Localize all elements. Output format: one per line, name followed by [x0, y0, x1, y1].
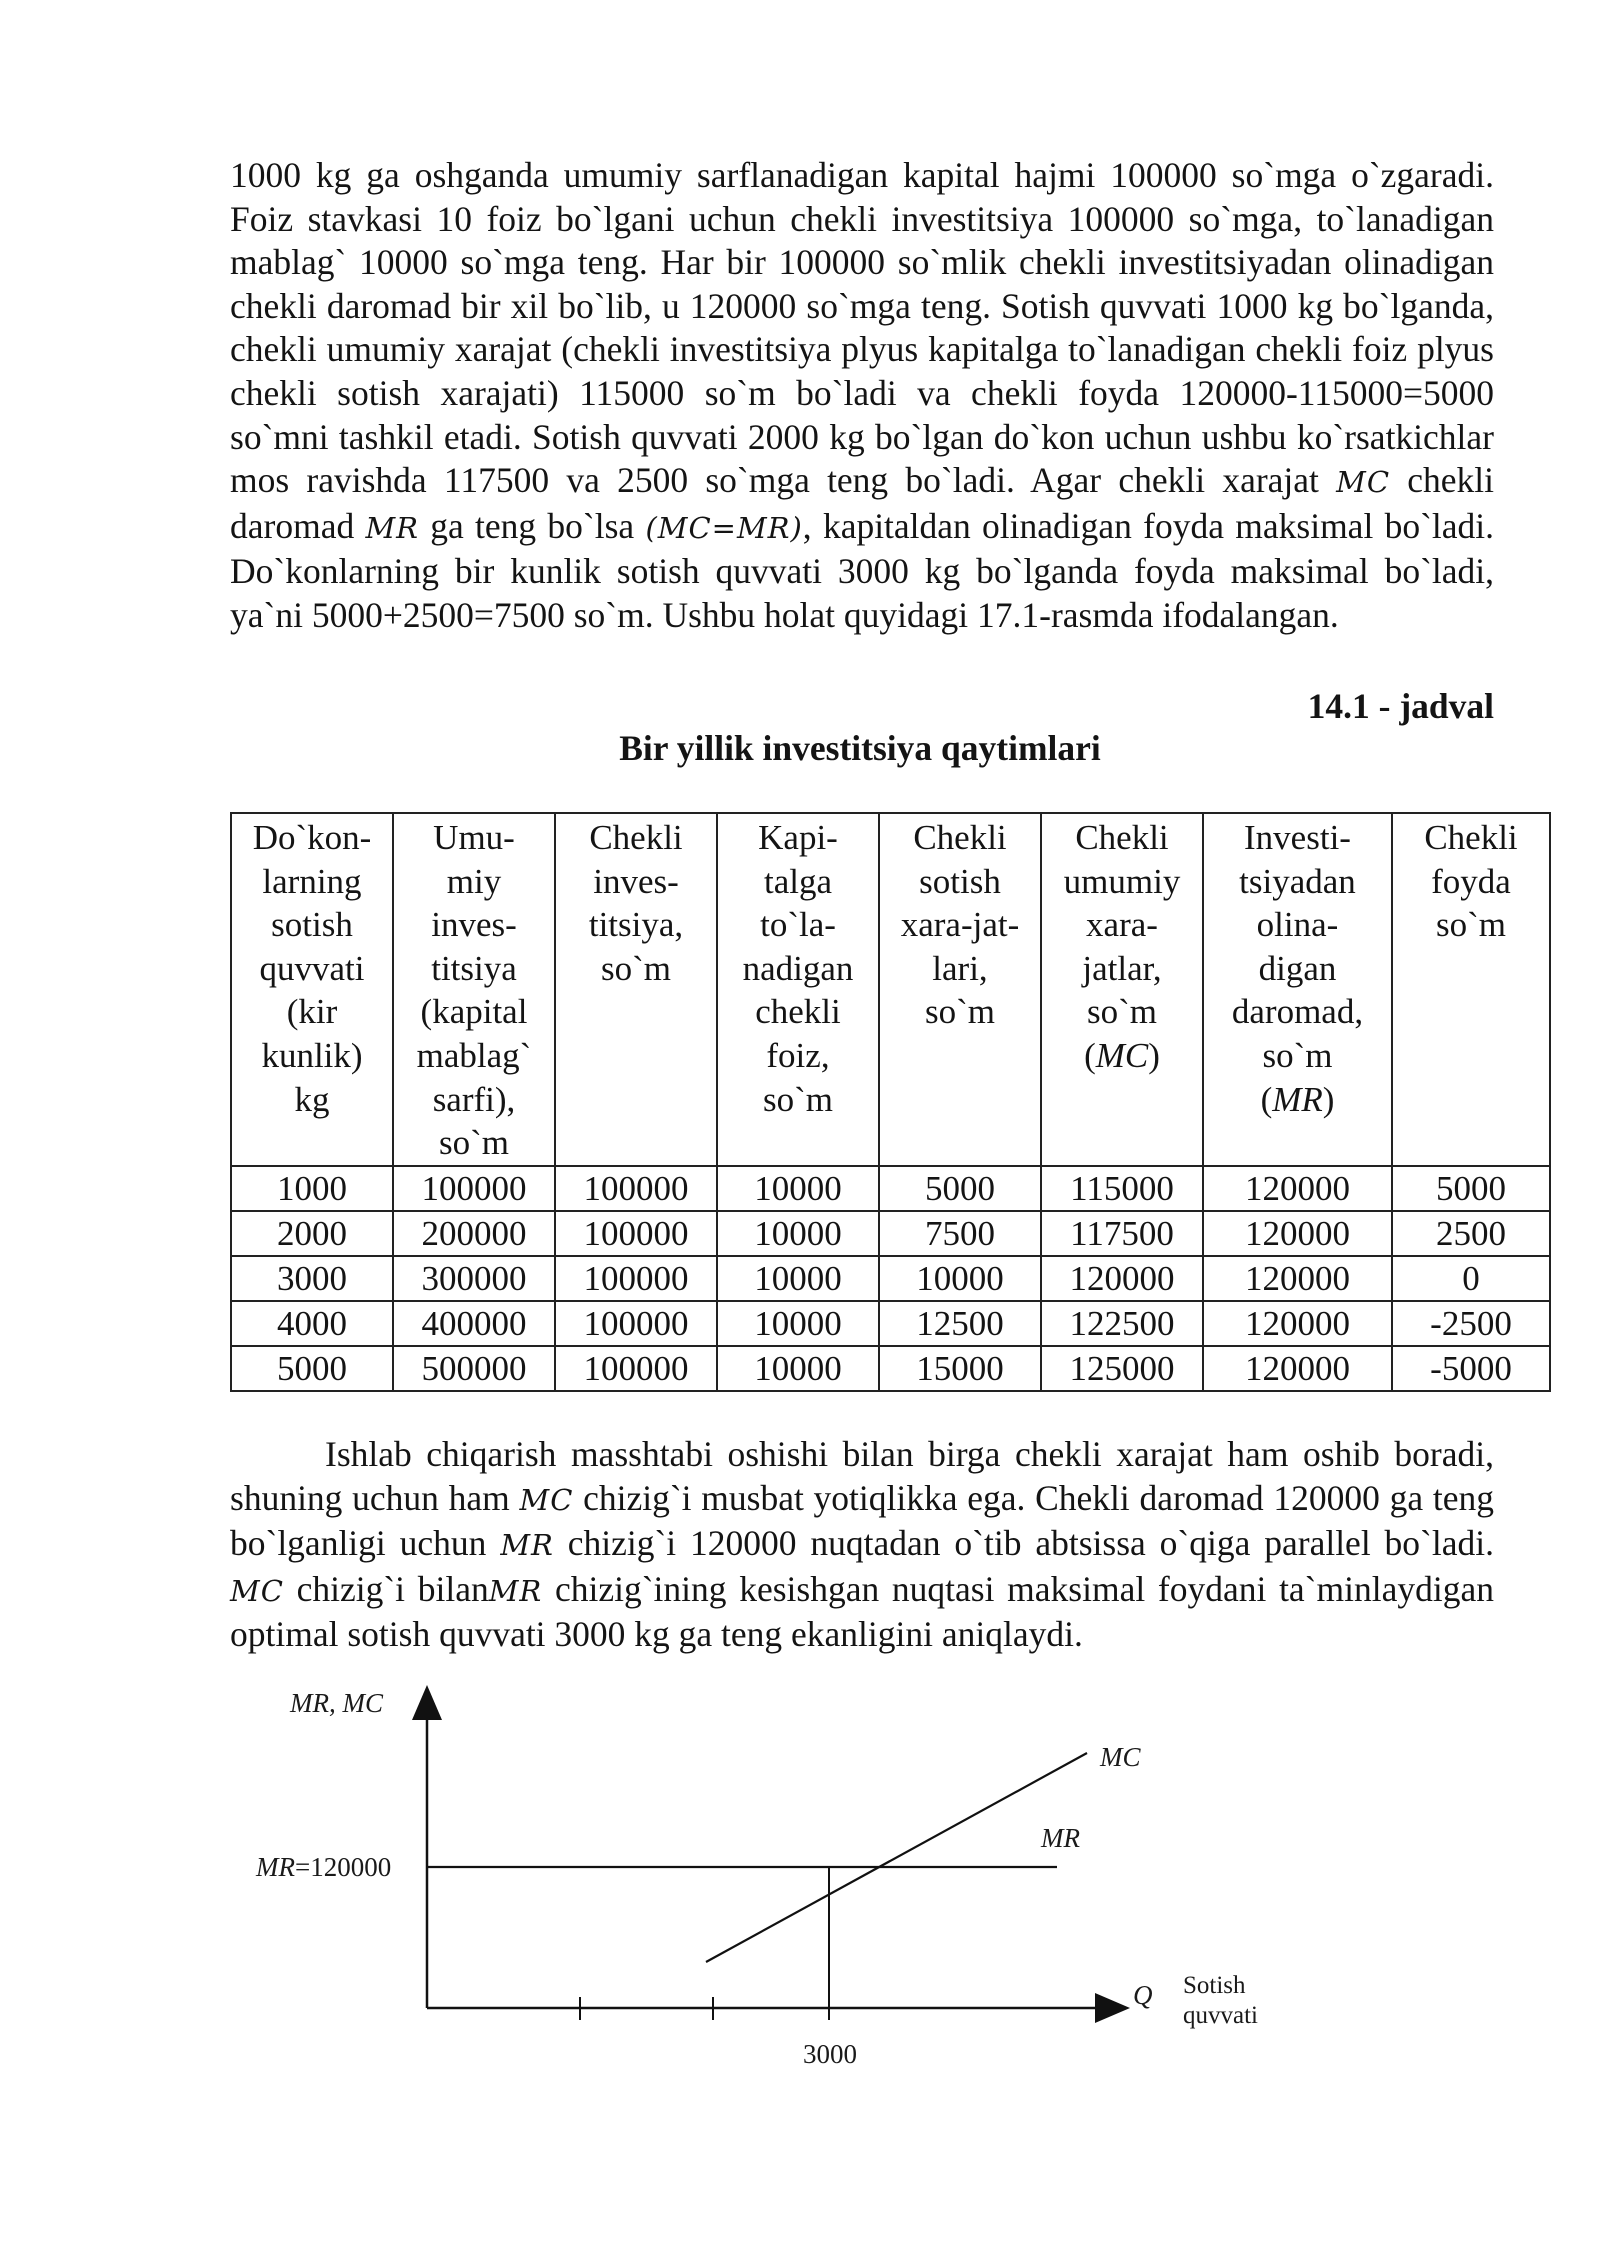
- table-cell: 7500: [879, 1211, 1041, 1256]
- math-mr: MR: [500, 1528, 554, 1563]
- header-line: mablag`: [416, 1035, 532, 1075]
- header-line: inves-: [431, 905, 517, 945]
- table-row: [231, 1256, 1550, 1301]
- header-line: inves-: [593, 861, 679, 901]
- table-cell: 200000: [393, 1211, 555, 1256]
- header-line: sotish: [919, 861, 1001, 901]
- mc-line-label: MC: [1100, 1742, 1141, 1772]
- table-cell: 5000: [231, 1346, 393, 1391]
- table-cell: 115000: [1041, 1166, 1203, 1211]
- figure-svg: [0, 1660, 1600, 2100]
- header-line: digan: [1258, 948, 1337, 988]
- header-line: foyda: [1431, 861, 1511, 901]
- header-line: so`m: [925, 992, 995, 1032]
- header-line: to`la-: [760, 905, 836, 945]
- header-line: nadigan: [742, 948, 854, 988]
- header-line: Do`kon-: [252, 818, 372, 857]
- table-cell: 100000: [555, 1301, 717, 1346]
- table-number-caption: 14.1 - jadval: [1307, 686, 1494, 726]
- paragraph-text: ga teng bo`lsa: [419, 505, 646, 546]
- header-line: so`m: [1087, 992, 1157, 1032]
- table-cell: 100000: [555, 1211, 717, 1256]
- table-cell: 120000: [1203, 1346, 1392, 1391]
- table-cell: 100000: [555, 1256, 717, 1301]
- header-line: (MC): [1084, 1035, 1160, 1075]
- table-cell: 117500: [1041, 1211, 1203, 1256]
- table-cell: 120000: [1203, 1166, 1392, 1211]
- table-cell: 125000: [1041, 1346, 1203, 1391]
- table-cell: 2500: [1392, 1211, 1550, 1256]
- header-line: xara-jat-: [900, 905, 1020, 945]
- header-cell: [1392, 813, 1550, 1166]
- y-axis-label: MR, MC: [290, 1688, 383, 1718]
- header-line: kunlik): [261, 1035, 363, 1075]
- header-cell: [717, 813, 879, 1166]
- table-cell: 100000: [393, 1166, 555, 1211]
- header-line: (MR): [1260, 1079, 1335, 1119]
- table-cell: 5000: [879, 1166, 1041, 1211]
- table-cell: 120000: [1203, 1211, 1392, 1256]
- table-cell: 0: [1392, 1256, 1550, 1301]
- table-cell: 10000: [717, 1346, 879, 1391]
- table-cell: 120000: [1203, 1301, 1392, 1346]
- table-cell: 100000: [555, 1346, 717, 1391]
- table-cell: -2500: [1392, 1301, 1550, 1346]
- mc-line: [706, 1753, 1087, 1962]
- math-equation: (MC=MR): [645, 510, 803, 545]
- table-cell: 500000: [393, 1346, 555, 1391]
- table-cell: 5000: [1392, 1166, 1550, 1211]
- table-cell: 10000: [717, 1256, 879, 1301]
- table-cell: 122500: [1041, 1301, 1203, 1346]
- table-title: Bir yillik investitsiya qaytimlari: [619, 728, 1101, 768]
- header-line: Chekli: [589, 818, 683, 857]
- header-line: Umu-: [433, 818, 515, 857]
- header-line: miy: [446, 861, 502, 901]
- header-line: Chekli: [1075, 818, 1169, 857]
- header-line: sarfi),: [432, 1079, 516, 1119]
- x-tick-label: 3000: [803, 2039, 857, 2069]
- paragraph-text: Ishlab chiqarish masshtabi oshishi bilan birga chekli xarajat ham oshib boradi, shuning uchun ham: [230, 1434, 1494, 1518]
- header-cell: [1041, 813, 1203, 1166]
- math-mc: MC: [1336, 465, 1391, 500]
- header-line: xara-: [1086, 905, 1158, 945]
- header-line: Investi-: [1244, 818, 1351, 857]
- table-cell: 10000: [717, 1301, 879, 1346]
- header-line: Chekli: [913, 818, 1007, 857]
- header-line: foiz,: [766, 1035, 830, 1075]
- explanation-paragraph: [230, 1433, 1494, 1657]
- header-line: quvvati: [259, 948, 365, 988]
- table-cell: 4000: [231, 1301, 393, 1346]
- header-cell: [393, 813, 555, 1166]
- header-line: so`m: [763, 1079, 833, 1119]
- table-cell: 12500: [879, 1301, 1041, 1346]
- header-line: so`m: [1436, 905, 1506, 945]
- header-line: kg: [294, 1079, 330, 1119]
- table-cell: 10000: [879, 1256, 1041, 1301]
- x-axis-symbol: Q: [1133, 1980, 1153, 2010]
- header-cell: [231, 813, 393, 1166]
- paragraph-text: 1000 kg ga oshganda umumiy sarflanadigan kapital hajmi 100000 so`mga o`zgaradi. Foiz stavkasi 10 foiz bo`lgani uchun chekli investitsiya 100000 so`mga, to`lanadigan mablag` 10000 so`mga teng. Har bir 100000 so`mlik chekli investitsiyadan olinadigan chekli daromad bir xil bo`lib, u 120000 so`mga teng. Sotish quvvati 1000 kg bo`lganda, chekli umumiy xarajat (chekli investitsiya plyus kapitalga to`lanadigan chekli foiz plyus chekli sotish xarajati) 115000 so`m bo`ladi va chekli foyda 120000-115000=5000 so`mni tashkil etadi. Sotish quvvati 2000 kg bo`lgan do`kon uchun ushbu ko`rsatkichlar mos ravishda 117500 va 2500 so`mga teng bo`ladi. Agar chekli xarajat: [230, 155, 1494, 501]
- header-line: so`m: [601, 948, 671, 988]
- x-axis-label-line1: Sotish: [1183, 1972, 1246, 1999]
- table-cell: 400000: [393, 1301, 555, 1346]
- investment-returns-table: [230, 812, 1551, 1392]
- mr-line-label: MR: [1041, 1823, 1080, 1853]
- header-line: jatlar,: [1082, 948, 1162, 988]
- header-line: talga: [763, 861, 833, 901]
- table-cell: 1000: [231, 1166, 393, 1211]
- header-line: lari,: [932, 948, 988, 988]
- x-axis-label-line2: quvvati: [1183, 2002, 1258, 2029]
- header-line: titsiya,: [588, 905, 684, 945]
- math-mr: MR: [488, 1573, 543, 1608]
- mr-level-label: MR=120000: [256, 1852, 392, 1882]
- math-mc: MC: [230, 1573, 284, 1608]
- header-line: olina-: [1256, 905, 1339, 945]
- table-cell: 2000: [231, 1211, 393, 1256]
- math-mr: MR: [365, 510, 419, 545]
- table-cell: 300000: [393, 1256, 555, 1301]
- paragraph-text: chizig`i musbat yotiqlikka ega. Chekli daromad 120000 ga teng bo`lganligi uchun: [230, 1477, 1494, 1564]
- header-line: (kapital: [420, 992, 528, 1032]
- table-header-row: [231, 813, 1550, 1166]
- table-cell: 10000: [717, 1166, 879, 1211]
- table-cell: 120000: [1041, 1256, 1203, 1301]
- table-row: [231, 1301, 1550, 1346]
- table-cell: 10000: [717, 1211, 879, 1256]
- header-line: (kir: [286, 992, 338, 1032]
- table-cell: 3000: [231, 1256, 393, 1301]
- header-line: umumiy: [1063, 861, 1181, 901]
- paragraph-text: , kapitaldan olinadigan foyda maksimal bo`ladi. Do`konlarning bir kunlik sotish quvvati 3000 kg bo`lganda foyda maksimal bo`ladi, ya`ni 5000+2500=7500 so`m. Ushbu holat quyidagi 17.1-rasmda ifodalangan.: [230, 505, 1494, 635]
- header-line: larning: [262, 861, 362, 901]
- intro-paragraph: [230, 154, 1494, 638]
- table-cell: 120000: [1203, 1256, 1392, 1301]
- mr-mc-figure: [0, 1660, 1600, 2100]
- header-line: daromad,: [1231, 992, 1364, 1032]
- table-row: [231, 1211, 1550, 1256]
- table-row: [231, 1166, 1550, 1211]
- table-row: [231, 1346, 1550, 1391]
- paragraph-text: chizig`i bilan: [283, 1568, 489, 1609]
- math-mc: MC: [519, 1482, 574, 1517]
- header-line: tsiyadan: [1239, 861, 1356, 901]
- header-cell: [879, 813, 1041, 1166]
- paragraph-text: chizig`ining kesishgan nuqtasi maksimal foydani ta`minlaydigan optimal sotish quvvati 3000 kg ga teng ekanligini aniqlaydi.: [230, 1568, 1494, 1655]
- table-cell: 100000: [555, 1166, 717, 1211]
- header-line: Kapi-: [758, 818, 838, 857]
- header-line: titsiya: [431, 948, 517, 988]
- table-cell: -5000: [1392, 1346, 1550, 1391]
- header-line: so`m: [1262, 1035, 1333, 1075]
- table-cell: 15000: [879, 1346, 1041, 1391]
- header-cell: [1203, 813, 1392, 1166]
- header-line: chekli: [755, 992, 841, 1032]
- paragraph-text: chekli daromad: [230, 460, 1494, 546]
- header-line: Chekli: [1424, 818, 1518, 857]
- paragraph-text: chizig`i 120000 nuqtadan o`tib abtsissa o`qiga parallel bo`ladi.: [553, 1523, 1494, 1564]
- header-cell: [555, 813, 717, 1166]
- header-line: sotish: [271, 905, 353, 945]
- header-line: so`m: [439, 1123, 509, 1163]
